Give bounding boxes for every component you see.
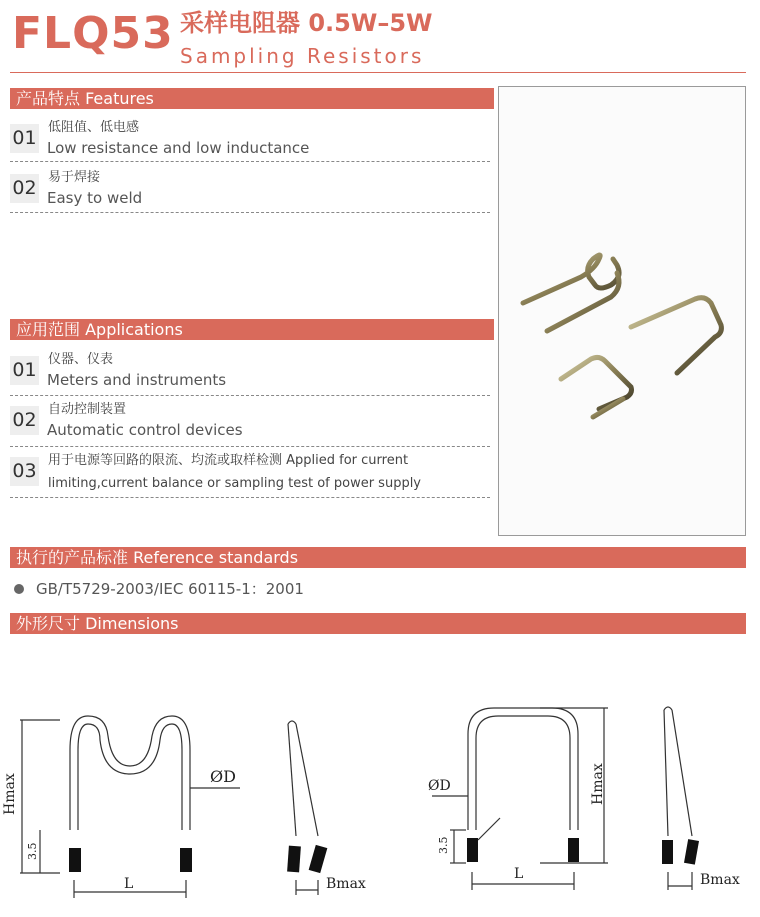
- dimensions-heading: 外形尺寸 Dimensions: [10, 613, 746, 634]
- application-number: 03: [10, 457, 39, 486]
- l-label: L: [124, 876, 134, 892]
- d-label: ØD: [210, 767, 236, 786]
- divider: [10, 161, 490, 162]
- standards-heading: 执行的产品标准 Reference standards: [10, 547, 746, 568]
- title-english: Sampling Resistors: [180, 44, 425, 68]
- applications-heading: 应用范围 Applications: [10, 319, 494, 340]
- divider: [10, 446, 490, 447]
- model-title: FLQ53: [12, 8, 174, 59]
- application-en: Meters and instruments: [47, 371, 227, 389]
- divider: [10, 395, 490, 396]
- application-en: Automatic control devices: [47, 421, 243, 439]
- m-shape-resistor-drawing: [20, 716, 240, 898]
- product-photo: [498, 86, 746, 536]
- application-number: 02: [10, 406, 39, 435]
- divider: [10, 497, 490, 498]
- dimensions-drawing: [0, 640, 760, 910]
- feature-cn: 低阻值、低电感: [48, 120, 140, 135]
- bmax-label: Bmax: [326, 876, 366, 892]
- feature-en: Easy to weld: [47, 189, 143, 207]
- l-label: L: [514, 866, 524, 882]
- standard-item: GB/T5729-2003/IEC 60115-1：2001: [36, 580, 304, 598]
- application-number: 01: [10, 356, 39, 385]
- application-cn: 用于电源等回路的限流、均流或取样检测 Applied for current: [48, 453, 409, 468]
- u-shape-resistor-drawing: [432, 708, 608, 890]
- feature-number: 01: [10, 124, 39, 153]
- application-en: limiting,current balance or sampling test of power supply: [48, 476, 422, 491]
- feature-en: Low resistance and low inductance: [47, 139, 310, 157]
- dim-3-5-label: 3.5: [26, 842, 39, 860]
- d-label: ØD: [428, 778, 451, 794]
- header-divider: [10, 72, 746, 73]
- application-cn: 仪器、仪表: [48, 352, 114, 367]
- divider: [10, 212, 490, 213]
- resistor-photo-illustration: [499, 87, 745, 535]
- dim-3-5-label: 3.5: [437, 836, 450, 854]
- title-chinese: 采样电阻器 0.5W–5W: [180, 9, 433, 37]
- bullet-icon: [14, 584, 24, 594]
- feature-cn: 易于焊接: [48, 170, 101, 185]
- hmax-label: Hmax: [2, 773, 18, 815]
- hmax-label: Hmax: [590, 763, 606, 805]
- bmax-label: Bmax: [700, 872, 740, 888]
- feature-number: 02: [10, 174, 39, 203]
- application-cn: 自动控制装置: [48, 402, 127, 417]
- features-heading: 产品特点 Features: [10, 88, 494, 109]
